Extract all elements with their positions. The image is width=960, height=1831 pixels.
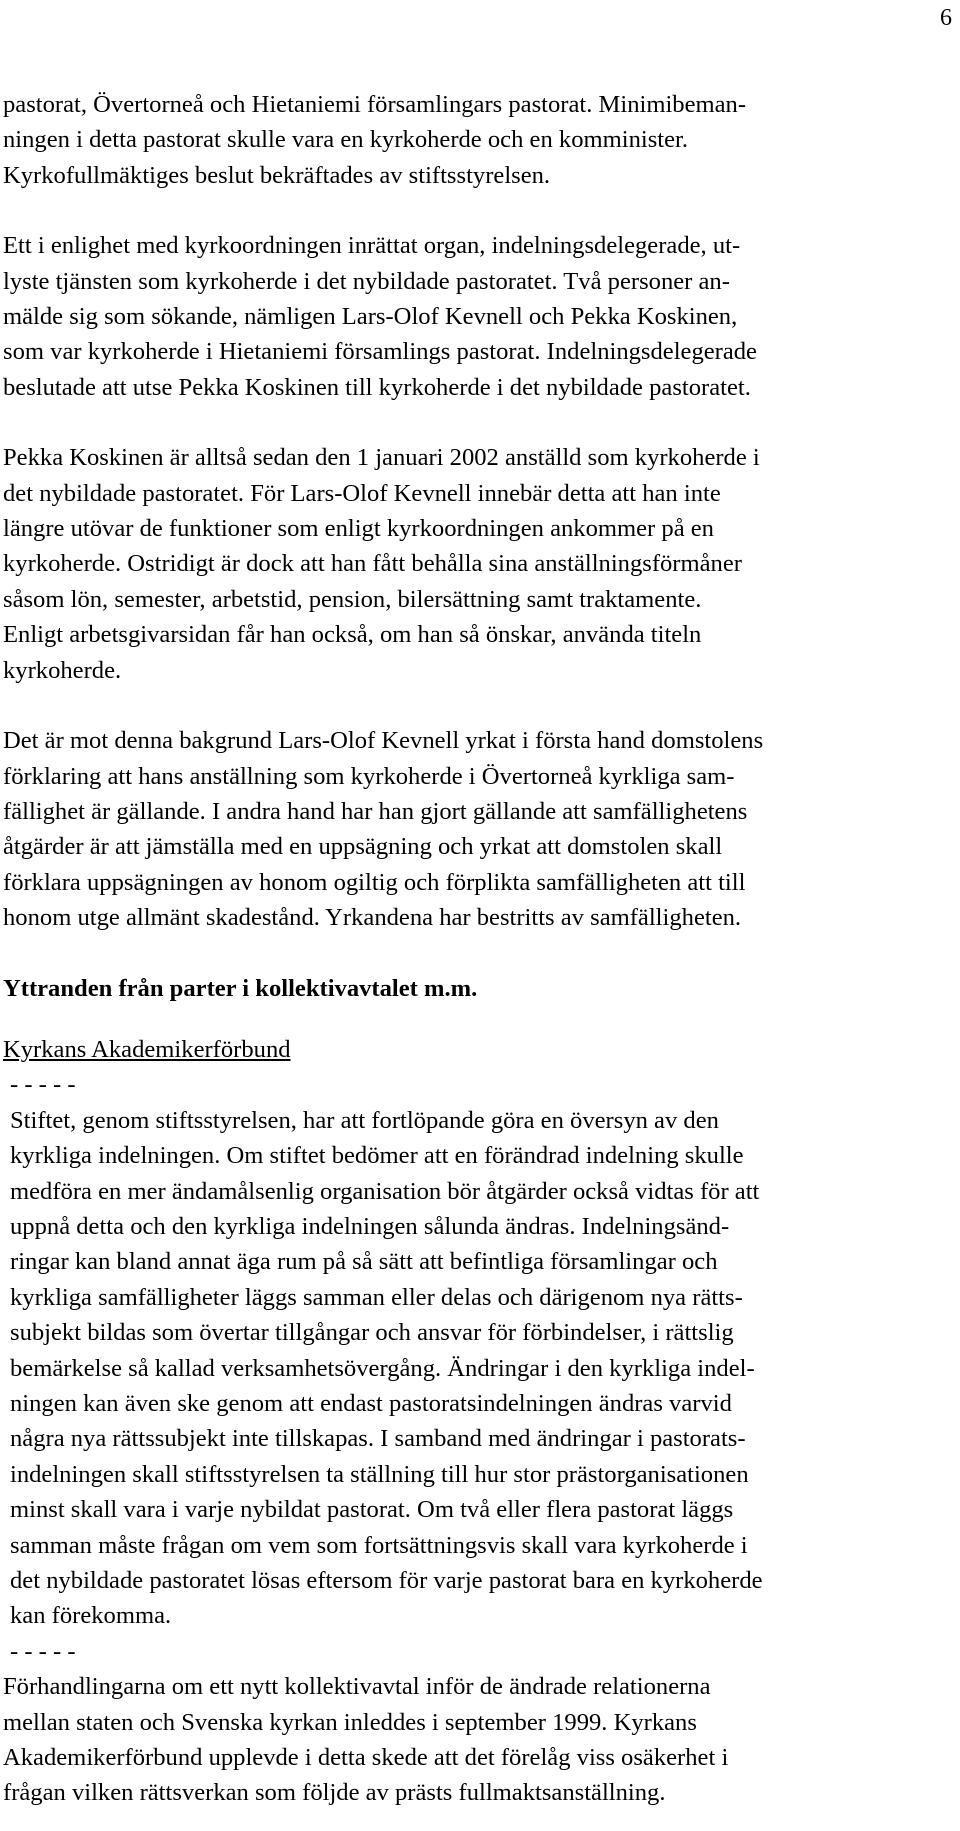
text-line: mellan staten och Svenska kyrkan inleddes i september 1999. Kyrkans xyxy=(3,1708,697,1736)
paragraph-gap xyxy=(3,936,951,971)
text-line: Kyrkofullmäktiges beslut bekräftades av stiftsstyrelsen. xyxy=(3,161,551,189)
heading-gap xyxy=(3,1006,951,1032)
text-line: såsom lön, semester, arbetstid, pension, bilersättning samt traktamente. xyxy=(3,585,702,613)
paragraph-gap xyxy=(3,193,951,228)
subheading: Kyrkans Akademikerförbund xyxy=(3,1035,291,1063)
text-line: förklara uppsägningen av honom ogiltig och förplikta samfälligheten att till xyxy=(3,868,746,896)
paragraph-gap xyxy=(3,405,951,440)
text-line: mälde sig som sökande, nämligen Lars-Olof Kevnell och Pekka Koskinen, xyxy=(3,303,738,331)
text-line: pastorat, Övertorneå och Hietaniemi församlingars pastorat. Minimibeman- xyxy=(3,91,747,118)
text-line: några nya rättssubjekt inte tillskapas. I samband med ändringar i pastorats- xyxy=(10,1425,746,1453)
paragraph-3 xyxy=(3,440,951,688)
section-heading: Yttranden från parter i kollektivavtalet m.m. xyxy=(3,974,478,1002)
quoted-passage xyxy=(3,1103,951,1634)
page-number: 6 xyxy=(940,5,952,31)
text-line: frågan vilken rättsverkan som följde av prästs fullmaktsanställning. xyxy=(3,1779,666,1807)
text-line: kyrkliga indelningen. Om stiftet bedömer att en förändrad indelning skulle xyxy=(10,1142,744,1170)
document-body xyxy=(3,87,951,1811)
text-line: ringar kan bland annat äga rum på så sätt att befintliga församlingar och xyxy=(10,1248,718,1276)
text-line: Akademikerförbund upplevde i detta skede att det förelåg viss osäkerhet i xyxy=(3,1744,729,1772)
text-line: kyrkoherde. Ostridigt är dock att han fått behålla sina anställningsförmåner xyxy=(3,550,742,578)
text-line: Pekka Koskinen är alltså sedan den 1 januari 2002 anställd som kyrkoherde i xyxy=(3,444,760,472)
paragraph-4 xyxy=(3,723,951,935)
text-line: det nybildade pastoratet. För Lars-Olof Kevnell innebär detta att han inte xyxy=(3,479,721,507)
separator-bottom: - - - - - xyxy=(10,1637,76,1665)
text-line: Stiftet, genom stiftsstyrelsen, har att fortlöpande göra en översyn av den xyxy=(10,1106,719,1134)
text-line: medföra en mer ändamålsenlig organisation bör åtgärder också vidtas för att xyxy=(10,1177,760,1205)
text-line: honom utge allmänt skadestånd. Yrkandena har bestritts av samfälligheten. xyxy=(3,904,742,932)
text-line: beslutade att utse Pekka Koskinen till kyrkoherde i det nybildade pastoratet. xyxy=(3,373,751,401)
text-line: kyrkoherde. xyxy=(3,656,122,684)
text-line: fällighet är gällande. I andra hand har han gjort gällande att samfällighetens xyxy=(3,797,748,825)
text-line: lyste tjänsten som kyrkoherde i det nybildade pastoratet. Två personer an- xyxy=(3,267,730,295)
paragraph-1 xyxy=(3,87,951,193)
text-line: indelningen skall stiftsstyrelsen ta ställning till hur stor prästorganisationen xyxy=(10,1460,749,1488)
closing-paragraph xyxy=(3,1669,951,1811)
text-line: subjekt bildas som övertar tillgångar och ansvar för förbindelser, i rättslig xyxy=(10,1319,734,1347)
text-line: det nybildade pastoratet lösas eftersom för varje pastorat bara en kyrkoherde xyxy=(10,1567,763,1595)
separator-top: - - - - - xyxy=(10,1071,76,1099)
text-line: kyrkliga samfälligheter läggs samman eller delas och därigenom nya rätts- xyxy=(10,1283,743,1311)
text-line: ningen i detta pastorat skulle vara en kyrkoherde och en komminister. xyxy=(3,126,689,154)
text-line: samman måste frågan om vem som fortsättningsvis skall vara kyrkoherde i xyxy=(10,1531,748,1559)
text-line: förklaring att hans anställning som kyrkoherde i Övertorneå kyrkliga sam- xyxy=(3,762,735,790)
text-line: Det är mot denna bakgrund Lars-Olof Kevnell yrkat i första hand domstolens xyxy=(3,727,764,755)
text-line: som var kyrkoherde i Hietaniemi församlings pastorat. Indelningsdelegerade xyxy=(3,338,757,366)
text-line: Ett i enlighet med kyrkoordningen inrättat organ, indelningsdelegerade, ut- xyxy=(3,232,741,260)
text-line: kan förekomma. xyxy=(10,1602,172,1630)
paragraph-gap xyxy=(3,688,951,723)
text-line: åtgärder är att jämställa med en uppsägning och yrkat att domstolen skall xyxy=(3,833,723,861)
text-line: ningen kan även ske genom att endast pastoratsindelningen ändras varvid xyxy=(10,1390,732,1417)
text-line: Förhandlingarna om ett nytt kollektivavtal inför de ändrade relationerna xyxy=(3,1673,711,1701)
paragraph-2 xyxy=(3,228,951,405)
text-line: uppnå detta och den kyrkliga indelningen sålunda ändras. Indelningsänd- xyxy=(10,1212,730,1240)
text-line: bemärkelse så kallad verksamhetsövergång. Ändringar i den kyrkliga indel- xyxy=(10,1354,755,1382)
text-line: Enligt arbetsgivarsidan får han också, om han så önskar, använda titeln xyxy=(3,621,702,649)
text-line: minst skall vara i varje nybildat pastorat. Om två eller flera pastorat läggs xyxy=(10,1496,734,1524)
text-line: längre utövar de funktioner som enligt kyrkoordningen ankommer på en xyxy=(3,515,714,543)
